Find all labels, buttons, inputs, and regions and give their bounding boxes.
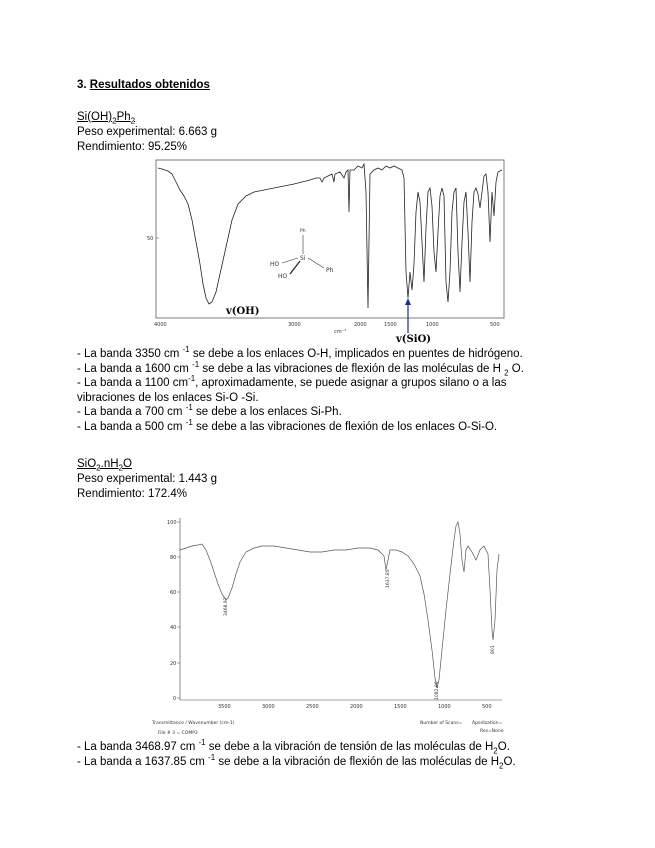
compound2-bullets <box>77 740 537 769</box>
svg-text:Apodization=: Apodization= <box>472 721 503 726</box>
annotation-vsio: v(SiO) <box>396 334 432 345</box>
svg-text:HO: HO <box>278 273 288 280</box>
compound1-rendimiento: Rendimiento: 95.25% <box>77 141 187 153</box>
svg-text:2000: 2000 <box>350 704 363 710</box>
compound1-peso: Peso experimental: 6.663 g <box>77 126 218 138</box>
svg-text:Number of Scans=: Number of Scans= <box>420 721 463 726</box>
svg-text:3000: 3000 <box>262 704 275 710</box>
svg-text:500: 500 <box>482 704 492 710</box>
svg-text:2500: 2500 <box>306 704 319 710</box>
plot-frame <box>156 160 504 318</box>
svg-text:40: 40 <box>170 625 177 631</box>
compound2-formula: $SiO_2.nH_2O$ <box>77 458 132 473</box>
bullet-item: - La banda a 1600 cm $^{-1}$ se debe a las vibraciones de flexión de las moléculas de H $_2$ O. <box>77 359 524 377</box>
svg-text:Transmittance / Wavenumber (cm: Transmittance / Wavenumber (cm-1) <box>152 721 235 726</box>
arrow-head <box>405 298 411 305</box>
section-number: 3. <box>77 79 87 91</box>
bullet-item: - La banda a 700 cm $^{-1}$ se debe a los enlaces Si-Ph. <box>77 403 342 419</box>
bullet-item: - La banda 3468.97 cm $^{-1}$ se debe a la vibración de tensión de las moléculas de $H_2O$. <box>77 738 510 756</box>
x-axis-unit: cm⁻¹ <box>334 329 347 335</box>
annotation-voh: v(OH) <box>226 306 260 317</box>
svg-text:1500: 1500 <box>394 704 407 710</box>
svg-text:1637.85: 1637.85 <box>386 569 391 588</box>
bullet-item: - La banda a 1637.85 cm $^{-1}$ se debe a la vibración de flexión de las moléculas de $H_2O$. <box>77 752 516 770</box>
y-tick-label: 50 <box>147 236 154 242</box>
svg-text:3500: 3500 <box>218 704 231 710</box>
bullet-item: - La banda 3350 cm $^{-1}$ se debe a los enlaces O-H, implicados en puentes de hidrógeno. <box>77 345 523 360</box>
svg-text:3468.97: 3468.97 <box>224 597 229 616</box>
x-tick-1000: 1000 <box>426 322 439 328</box>
svg-text:Ph: Ph <box>326 267 334 274</box>
compound2-rendimiento: Rendimiento: 172.4% <box>77 488 187 500</box>
svg-text:File # 3 = COMP3: File # 3 = COMP3 <box>158 731 198 736</box>
svg-text:1082.96: 1082.96 <box>435 681 440 700</box>
x-tick-4000: 4000 <box>154 322 167 328</box>
compound1-bullets <box>77 347 537 435</box>
svg-text:HO: HO <box>270 261 280 268</box>
ir-spectrum-1 <box>140 152 520 347</box>
x-tick-500: 500 <box>490 322 500 328</box>
svg-text:1000: 1000 <box>438 704 451 710</box>
bullet-item-continuation: vibraciones de los enlaces Si-O -Si. <box>77 391 259 404</box>
svg-text:Res=None: Res=None <box>480 729 504 734</box>
svg-text:80: 80 <box>170 555 177 561</box>
svg-text:0: 0 <box>173 696 177 702</box>
molecule-diagram <box>270 228 334 280</box>
bullet-item: - La banda a 500 cm $^{-1}$ se debe a las vibraciones de flexión de los enlaces O-Si-O. <box>77 418 498 433</box>
x-tick-2000: 2000 <box>354 322 367 328</box>
spectrum-line <box>158 164 502 308</box>
compound2-peso: Peso experimental: 1.443 g <box>77 473 218 485</box>
svg-text:100: 100 <box>167 520 177 526</box>
svg-text:801: 801 <box>491 645 496 654</box>
x-tick-1500: 1500 <box>384 322 397 328</box>
compound1-formula: $Si(OH)_2Ph_2$ <box>77 111 136 126</box>
ir-spectrum-2 <box>150 510 510 738</box>
section-title: Resultados obtenidos <box>89 79 210 91</box>
svg-text:60: 60 <box>170 590 177 596</box>
x-tick-3000: 3000 <box>288 322 301 328</box>
section-heading <box>77 78 210 92</box>
svg-text:Si: Si <box>300 255 306 262</box>
bullet-item: - La banda a 1100 $cm^{-1}$, aproximadamente, se puede asignar a grupos silano o a las <box>77 374 507 390</box>
svg-text:20: 20 <box>170 661 177 667</box>
svg-text:Ph: Ph <box>300 229 306 234</box>
